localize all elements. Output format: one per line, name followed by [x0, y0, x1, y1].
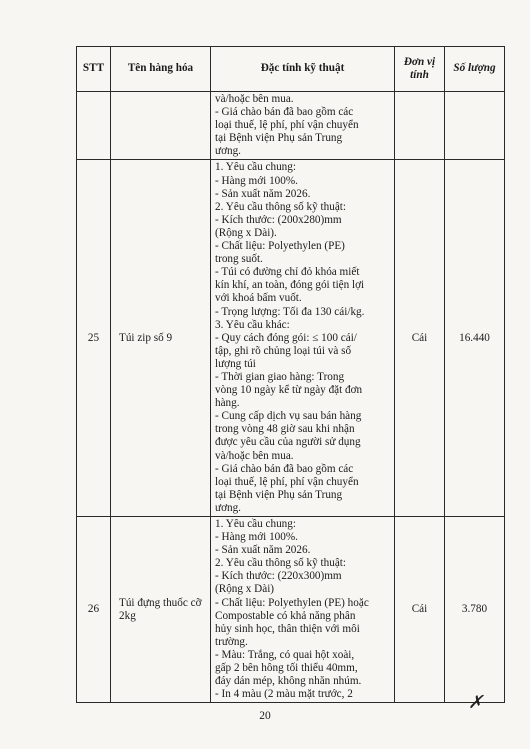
- spec-line: hủy sinh học, thân thiện với môi: [215, 622, 360, 635]
- spec-line: tại Bệnh viện Phụ sản Trung: [215, 132, 343, 145]
- spec-line: - Trọng lượng: Tối đa 130 cái/kg.: [215, 305, 365, 318]
- spec-line: ương.: [215, 501, 241, 514]
- spec-line: - Giá chào bán đã bao gồm các: [215, 462, 354, 475]
- specification-table: [76, 46, 505, 703]
- spec-line: và/hoặc bên mua.: [215, 93, 294, 105]
- signature-mark: ✗: [468, 692, 484, 712]
- spec-line: đáy dán mép, không nhăn nhúm.: [215, 675, 362, 688]
- cell-stt: 25: [77, 160, 111, 517]
- spec-line: - Hàng mới 100%.: [215, 531, 298, 544]
- spec-line: - Chất liệu: Polyethylen (PE) hoặc: [215, 596, 369, 609]
- cell-name: Túi zip số 9: [111, 160, 211, 517]
- header-name: Tên hàng hóa: [111, 47, 211, 92]
- cell-name: [111, 517, 211, 703]
- spec-line: - Thời gian giao hàng: Trong: [215, 370, 345, 383]
- cell-qty: [445, 92, 505, 160]
- spec-line: lượng túi: [215, 357, 256, 370]
- spec-line: - Cung cấp dịch vụ sau bán hàng: [215, 410, 362, 423]
- spec-line: loại thuế, lệ phí, phí vận chuyển: [215, 119, 359, 132]
- spec-line: - Túi có đường chỉ đỏ khóa miết: [215, 266, 360, 279]
- spec-line: ương.: [215, 145, 241, 158]
- spec-line: trong vòng 48 giờ sau khi nhận: [215, 423, 355, 436]
- spec-line: gấp 2 bên hông tối thiểu 40mm,: [215, 662, 358, 675]
- header-stt: STT: [77, 47, 111, 92]
- spec-line: và/hoặc bên mua.: [215, 449, 294, 462]
- spec-line: vòng 10 ngày kể từ ngày đặt đơn: [215, 384, 363, 397]
- page-number: 20: [259, 710, 271, 722]
- cell-unit: [395, 92, 445, 160]
- spec-line: - Màu: Trắng, có quai hột xoài,: [215, 648, 355, 661]
- cell-spec: [211, 160, 395, 517]
- name-line: Túi đựng thuốc cỡ: [119, 596, 202, 609]
- cell-qty: 3.780: [445, 517, 505, 703]
- spec-line: - Kích thước: (220x300)mm: [215, 570, 342, 583]
- spec-line: loại thuế, lệ phí, phí vận chuyển: [215, 475, 359, 488]
- name-line: 2kg: [119, 609, 136, 622]
- spec-line: tập, ghi rõ chủng loại túi và số: [215, 344, 352, 357]
- spec-line: tại Bệnh viện Phụ sản Trung: [215, 488, 343, 501]
- spec-line: kín khí, an toàn, đóng gói tiện lợi: [215, 279, 365, 292]
- cell-stt: 26: [77, 517, 111, 703]
- spec-line: - Kích thước: (200x280)mm: [215, 213, 342, 226]
- spec-line: - Sản xuất năm 2026.: [215, 544, 311, 557]
- header-spec: Đặc tính kỹ thuật: [211, 47, 395, 92]
- spec-line: 1. Yêu cầu chung:: [215, 161, 296, 174]
- header-unit: Đơn vị tính: [395, 47, 445, 92]
- header-qty: Số lượng: [445, 47, 505, 92]
- table-row: [77, 160, 505, 517]
- spec-line: trong suốt.: [215, 253, 263, 266]
- table-header-row: [77, 47, 505, 92]
- cell-unit: Cái: [395, 517, 445, 703]
- cell-spec: [211, 517, 395, 703]
- spec-line: 3. Yêu cầu khác:: [215, 318, 290, 331]
- cell-spec: [211, 92, 395, 160]
- spec-line: 2. Yêu cầu thông số kỹ thuật:: [215, 557, 347, 570]
- spec-line: hàng.: [215, 397, 240, 410]
- spec-line: Compostable có khả năng phân: [215, 609, 356, 622]
- spec-line: (Rộng x Dài).: [215, 226, 277, 239]
- spec-line: được yêu cầu của người sử dụng: [215, 436, 361, 449]
- spec-line: 1. Yêu cầu chung:: [215, 518, 296, 530]
- spec-line: - Hàng mới 100%.: [215, 174, 298, 187]
- cell-name: [111, 92, 211, 160]
- spec-line: 2. Yêu cầu thông số kỹ thuật:: [215, 200, 347, 213]
- table-row: [77, 517, 505, 703]
- spec-line: trường.: [215, 635, 248, 648]
- cell-qty: 16.440: [445, 160, 505, 517]
- spec-line: - In 4 màu (2 màu mặt trước, 2: [215, 688, 353, 701]
- spec-line: (Rộng x Dài): [215, 583, 275, 596]
- spec-line: - Sản xuất năm 2026.: [215, 187, 311, 200]
- spec-line: - Chất liệu: Polyethylen (PE): [215, 240, 345, 253]
- table-row: [77, 92, 505, 160]
- spec-line: - Quy cách đóng gói: ≤ 100 cái/: [215, 331, 357, 344]
- cell-stt: [77, 92, 111, 160]
- spec-line: với khoá bấm vuốt.: [215, 292, 302, 305]
- cell-unit: Cái: [395, 160, 445, 517]
- spec-line: - Giá chào bán đã bao gồm các: [215, 106, 354, 119]
